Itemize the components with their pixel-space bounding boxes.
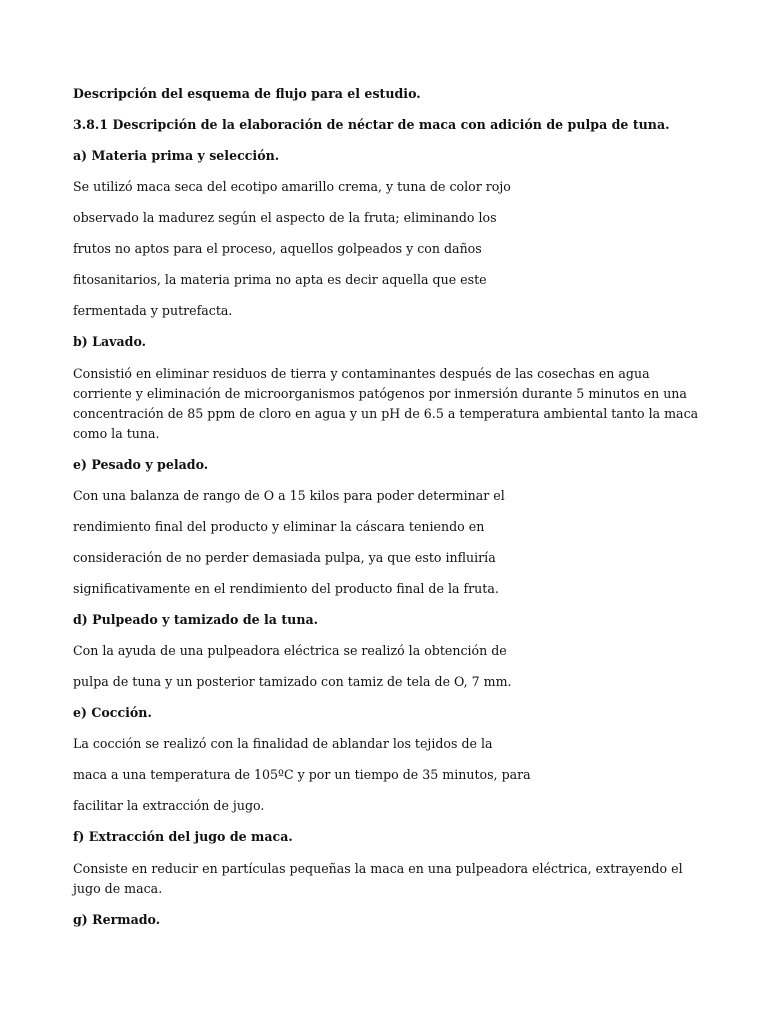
text-line: Con una balanza de rango de O a 15 kilos para poder determinar el	[73, 488, 505, 503]
subsection-heading-lavado: b) Lavado.	[73, 334, 147, 349]
subsection-heading-pulpeado: d) Pulpeado y tamizado de la tuna.	[73, 612, 319, 627]
paragraph-extraccion: Consiste en reducir en partículas pequeñas la maca en una pulpeadora eléctrica, extrayendo el jugo de maca.	[73, 861, 683, 896]
text-line: maca a una temperatura de 105ºC y por un tiempo de 35 minutos, para	[73, 767, 531, 782]
text-line: Se utilizó maca seca del ecotipo amarillo crema, y tuna de color rojo	[73, 179, 511, 194]
text-line: frutos no aptos para el proceso, aquellos golpeados y con daños	[73, 241, 482, 256]
text-line: significativamente en el rendimiento del producto final de la fruta.	[73, 581, 499, 596]
subsection-heading-coccion: e) Cocción.	[73, 705, 152, 720]
text-line: pulpa de tuna y un posterior tamizado con tamiz de tela de O, 7 mm.	[73, 674, 512, 689]
text-line: observado la madurez según el aspecto de la fruta; eliminando los	[73, 210, 497, 225]
text-line: La cocción se realizó con la finalidad de ablandar los tejidos de la	[73, 736, 493, 751]
document-title: Descripción del esquema de flujo para el estudio.	[73, 86, 421, 101]
paragraph-lavado: Consistió en eliminar residuos de tierra y contaminantes después de las cosechas en agua corriente y eliminación de microorganismos patógenos por inmersión durante 5 minutos en una concentración de 85 ppm de cloro en agua y un pH de 6.5 a temperatura ambiental tanto la maca como la tuna.	[73, 366, 699, 441]
document-body	[73, 86, 703, 943]
text-line: fermentada y putrefacta.	[73, 303, 233, 318]
subsection-heading-materia-prima: a) Materia prima y selección.	[73, 148, 280, 163]
subsection-heading-pesado-pelado: e) Pesado y pelado.	[73, 457, 209, 472]
subsection-heading-extraccion: f) Extracción del jugo de maca.	[73, 829, 293, 844]
text-line: consideración de no perder demasiada pulpa, ya que esto influiría	[73, 550, 496, 565]
text-line: fitosanitarios, la materia prima no apta es decir aquella que este	[73, 272, 487, 287]
text-line: Con la ayuda de una pulpeadora eléctrica se realizó la obtención de	[73, 643, 507, 658]
text-line: rendimiento final del producto y eliminar la cáscara teniendo en	[73, 519, 485, 534]
subsection-heading-rermado: g) Rermado.	[73, 912, 161, 927]
text-line: facilitar la extracción de jugo.	[73, 798, 265, 813]
section-heading: 3.8.1 Descripción de la elaboración de néctar de maca con adición de pulpa de tuna.	[73, 117, 670, 132]
